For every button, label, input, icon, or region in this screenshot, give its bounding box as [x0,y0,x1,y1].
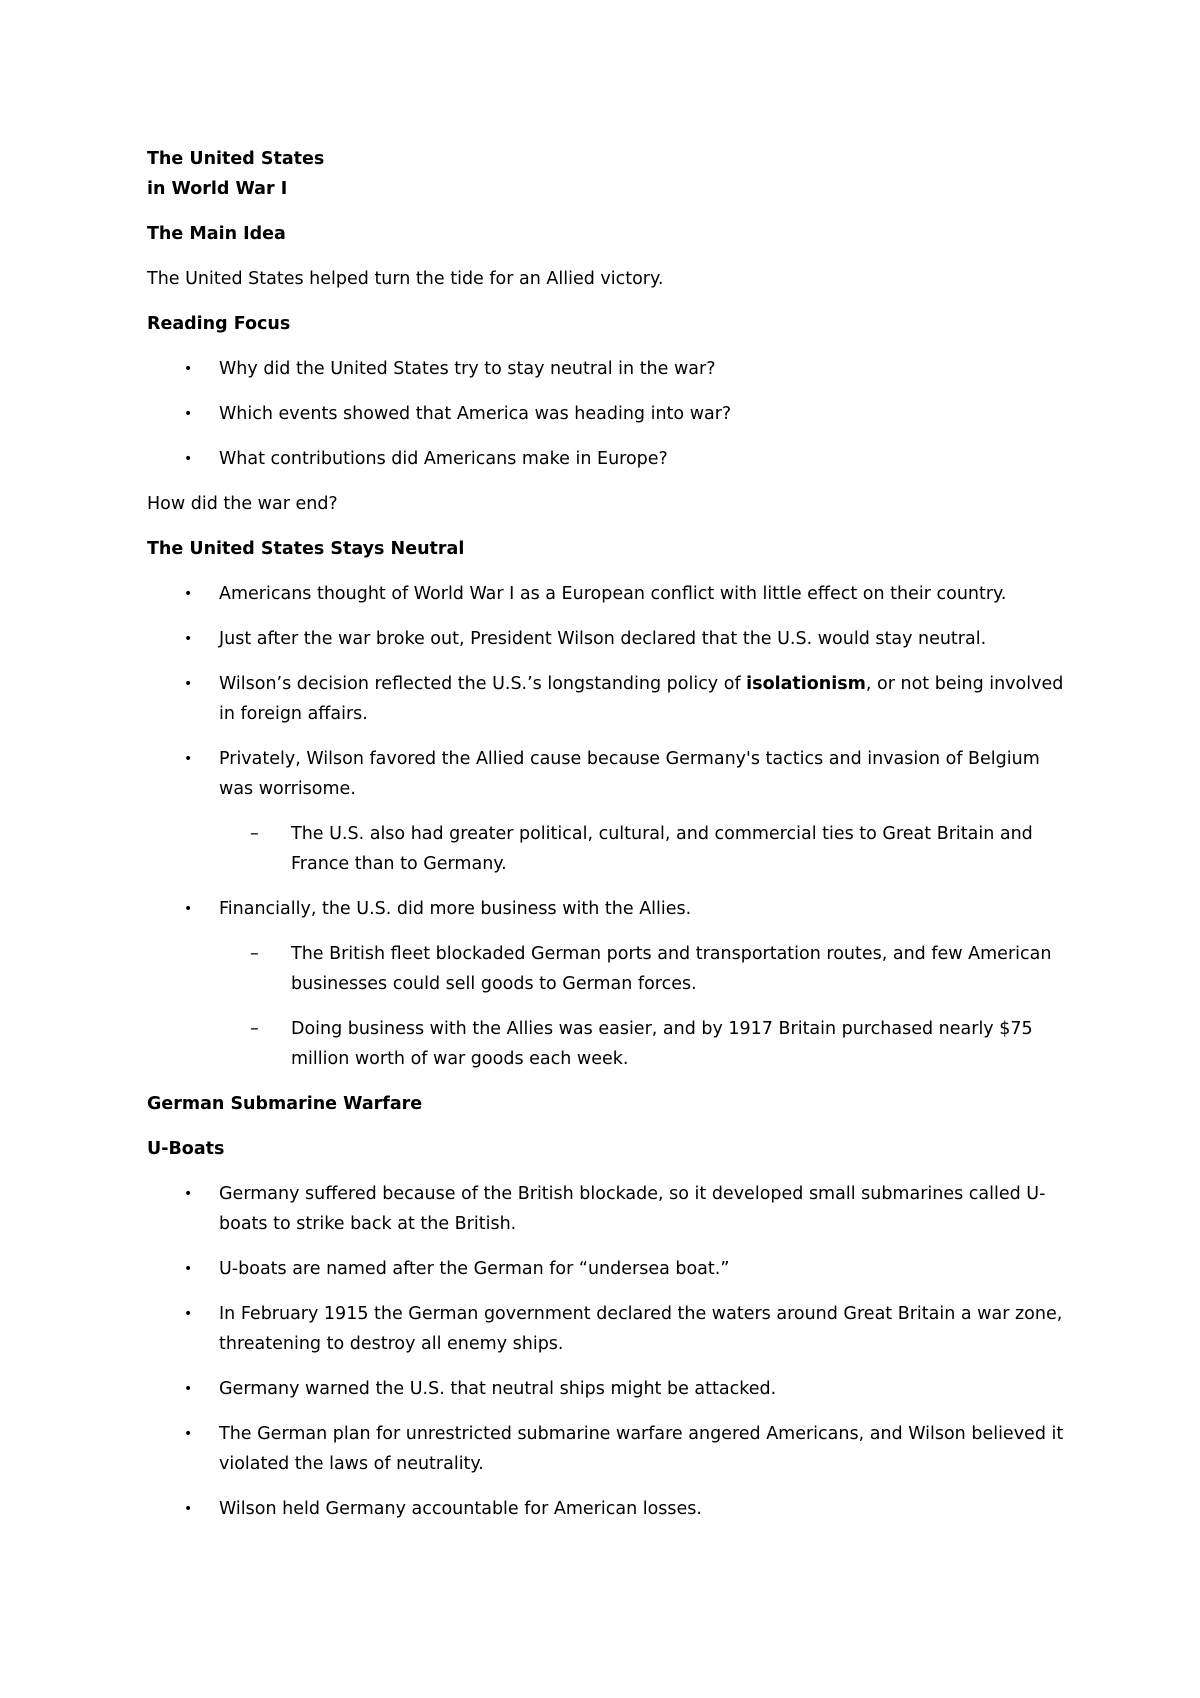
bullet-icon: • [184,1426,193,1442]
bullet-icon: • [184,1261,193,1277]
list-item: • Germany warned the U.S. that neutral ships might be attacked. [147,1374,1067,1404]
document-page [147,144,1067,1539]
list-item: • What contributions did Americans make in Europe? [147,444,1067,474]
list-item: • U-boats are named after the German for “undersea boat.” [147,1254,1067,1284]
document-title-line-1: The United States [147,149,325,169]
document-title-line-2: in World War I [147,179,288,199]
bullet-icon: • [184,1186,193,1202]
list-item: • Financially, the U.S. did more business with the Allies. – The British fleet blockaded German ports and transportation routes, and few American businesses could sell goods to German forces. – Doing business with the Allies was easier, and by 1917 Britain purchased nearly $75 million worth of war goods each week. [147,894,1067,1074]
bullet-icon: • [184,406,193,422]
u-boats-list [147,1179,1067,1524]
dash-icon: – [250,824,259,844]
sub-list [219,939,1067,1074]
bullet-icon: • [184,586,193,602]
list-item: • Why did the United States try to stay neutral in the war? [147,354,1067,384]
list-item: • Wilson held Germany accountable for American losses. [147,1494,1067,1524]
reading-focus-trailing-question: How did the war end? [147,494,338,514]
sub-list [219,819,1067,879]
bullet-icon: • [184,1501,193,1517]
list-item: • Privately, Wilson favored the Allied cause because Germany's tactics and invasion of Belgium was worrisome. – The U.S. also had greater political, cultural, and commercial ties to Great Britain and France than to Germany. [147,744,1067,879]
dash-icon: – [250,1019,259,1039]
sub-list-item: – The U.S. also had greater political, cultural, and commercial ties to Great Britain and France than to Germany. [219,819,1067,879]
bullet-icon: • [184,901,193,917]
bullet-icon: • [184,1306,193,1322]
bullet-icon: • [184,676,193,692]
submarine-warfare-heading: German Submarine Warfare [147,1094,423,1114]
main-idea-text: The United States helped turn the tide for an Allied victory. [147,269,664,289]
reading-focus-list [147,354,1067,474]
isolationism-term: isolationism [746,674,866,694]
bullet-icon: • [184,631,193,647]
list-item: • Americans thought of World War I as a European conflict with little effect on their country. [147,579,1067,609]
dash-icon: – [250,944,259,964]
list-item: • Germany suffered because of the British blockade, so it developed small submarines called U-boats to strike back at the British. [147,1179,1067,1239]
bullet-icon: • [184,751,193,767]
list-item: • In February 1915 the German government declared the waters around Great Britain a war zone, threatening to destroy all enemy ships. [147,1299,1067,1359]
stays-neutral-heading: The United States Stays Neutral [147,539,465,559]
sub-list-item: – Doing business with the Allies was easier, and by 1917 Britain purchased nearly $75 million worth of war goods each week. [219,1014,1067,1074]
stays-neutral-list [147,579,1067,1074]
list-item: • Wilson’s decision reflected the U.S.’s longstanding policy of isolationism, or not being involved in foreign affairs. [147,669,1067,729]
list-item: • The German plan for unrestricted submarine warfare angered Americans, and Wilson believed it violated the laws of neutrality. [147,1419,1067,1479]
list-item: • Just after the war broke out, President Wilson declared that the U.S. would stay neutral. [147,624,1067,654]
bullet-icon: • [184,1381,193,1397]
reading-focus-heading: Reading Focus [147,314,291,334]
bullet-icon: • [184,361,193,377]
bullet-icon: • [184,451,193,467]
list-item: • Which events showed that America was heading into war? [147,399,1067,429]
sub-list-item: – The British fleet blockaded German ports and transportation routes, and few American businesses could sell goods to German forces. [219,939,1067,999]
u-boats-subheading: U-Boats [147,1139,225,1159]
main-idea-heading: The Main Idea [147,224,286,244]
